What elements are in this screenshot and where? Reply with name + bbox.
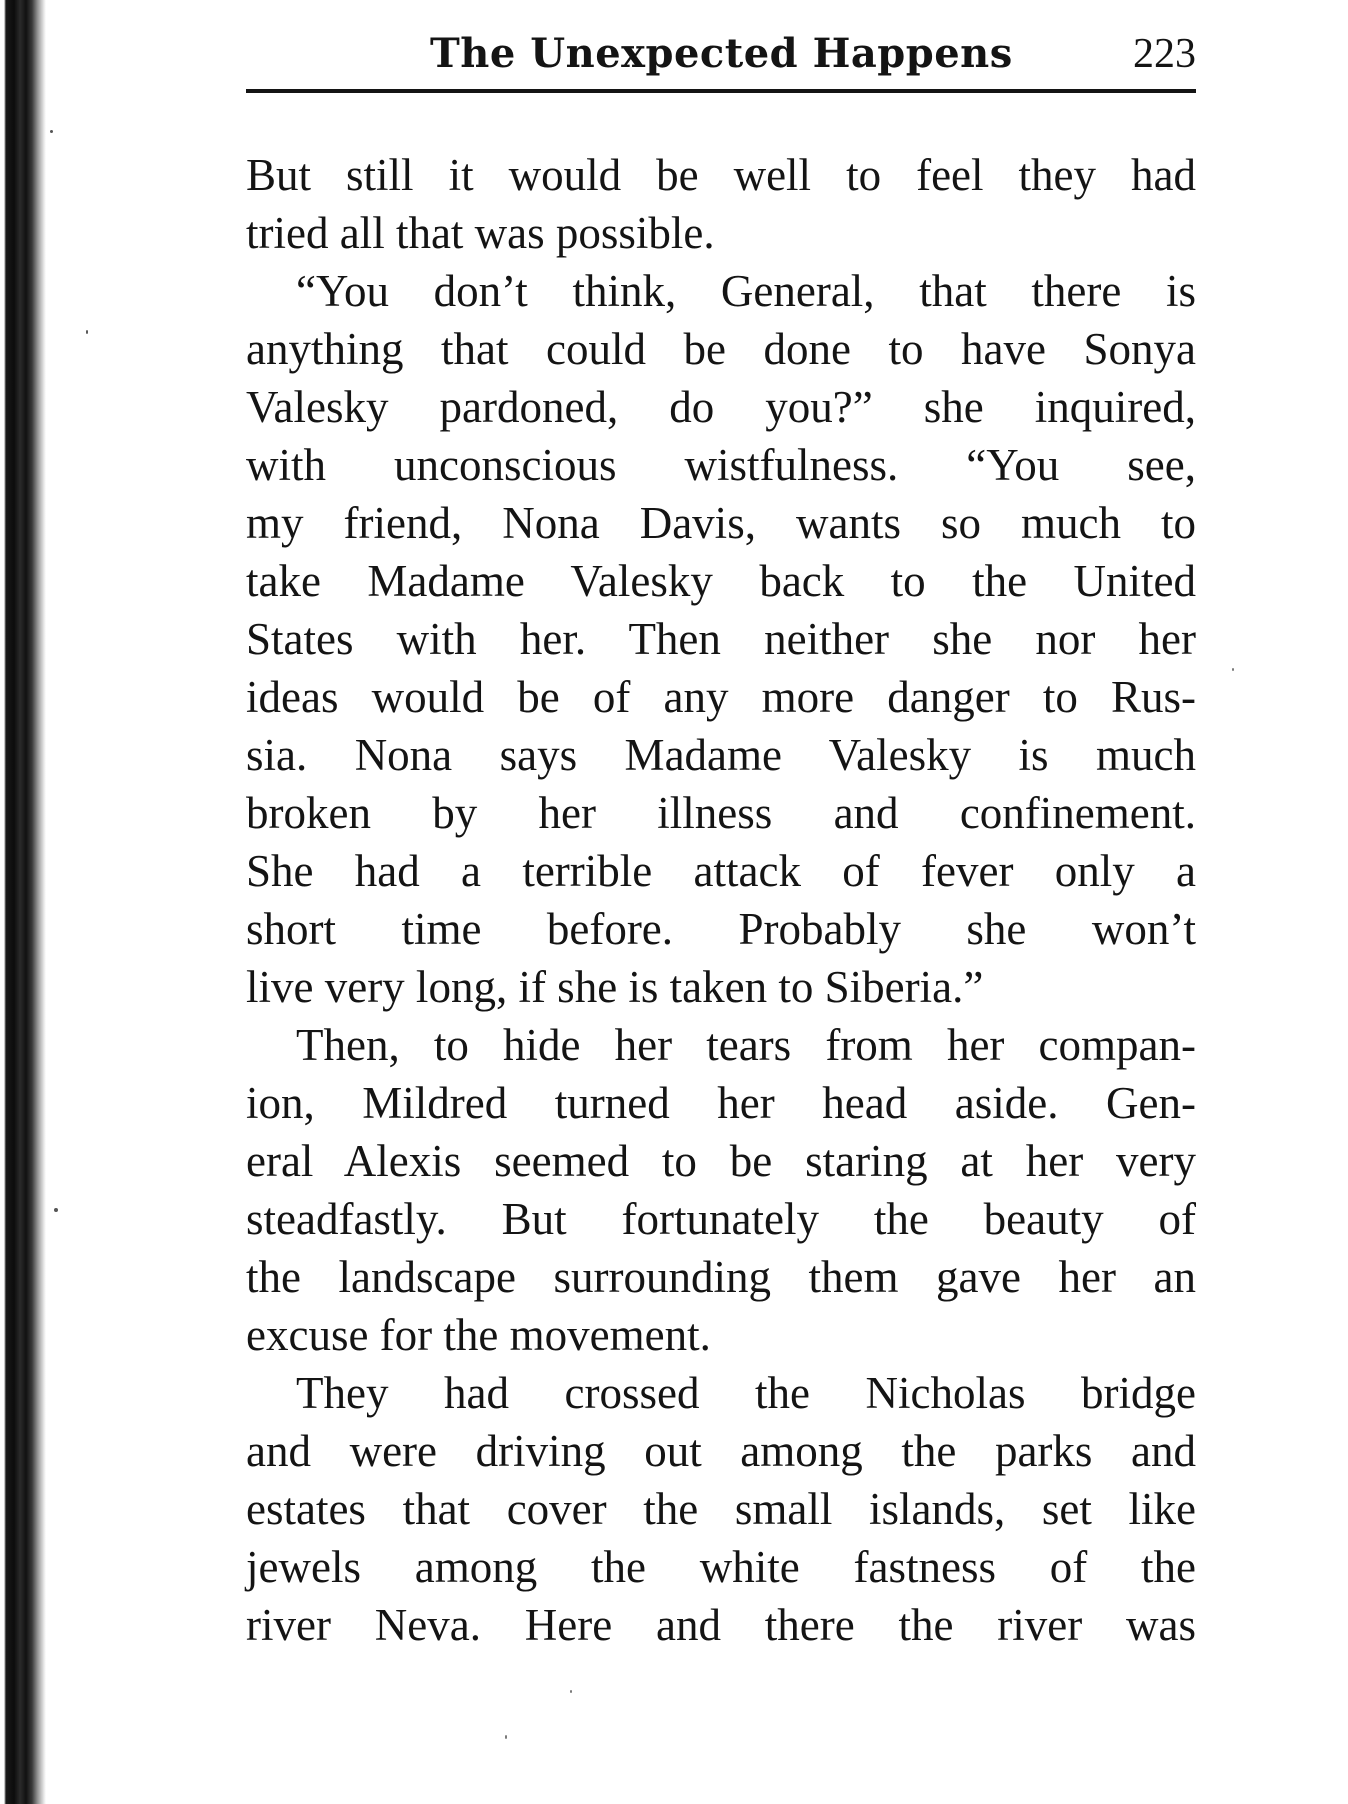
text-line: excuse for the movement. [246, 1310, 711, 1360]
text-line: But still it would be well to feel they had [246, 150, 1196, 200]
text-line: ideas would be of any more danger to Rus- [246, 672, 1196, 722]
text-line: the landscape surrounding them gave her an [246, 1252, 1196, 1302]
text-line: Then, to hide her tears from her compan- [296, 1020, 1196, 1070]
text-line: States with her. Then neither she nor her [246, 614, 1196, 664]
text-line: “You don’t think, General, that there is [296, 266, 1196, 316]
running-header [246, 28, 1196, 92]
text-line: my friend, Nona Davis, wants so much to [246, 498, 1196, 548]
book-binding-edge [0, 0, 46, 1804]
text-line: steadfastly. But fortunately the beauty of [246, 1194, 1196, 1244]
text-line: jewels among the white fastness of the [246, 1542, 1196, 1592]
header-rule [246, 89, 1196, 93]
running-title: The Unexpected Happens [430, 30, 1013, 77]
text-line: broken by her illness and confinement. [246, 788, 1196, 838]
text-line: and were driving out among the parks and [246, 1426, 1196, 1476]
text-line: take Madame Valesky back to the United [246, 556, 1196, 606]
text-line: She had a terrible attack of fever only a [246, 846, 1196, 896]
text-line: Valesky pardoned, do you?” she inquired, [246, 382, 1196, 432]
binding-fleck [50, 130, 53, 133]
text-line: river Neva. Here and there the river was [246, 1600, 1196, 1650]
text-line: estates that cover the small islands, set like [246, 1484, 1196, 1534]
text-line: eral Alexis seemed to be staring at her very [246, 1136, 1196, 1186]
binding-fleck [86, 330, 88, 334]
text-line: short time before. Probably she won’t [246, 904, 1196, 954]
page-number: 223 [1133, 31, 1196, 77]
text-line: ion, Mildred turned her head aside. Gen- [246, 1078, 1196, 1128]
body-text [246, 146, 1196, 1654]
binding-fleck [54, 1208, 58, 1212]
scan-speck [1232, 668, 1234, 671]
text-line: anything that could be done to have Sonya [246, 324, 1196, 374]
text-line: live very long, if she is taken to Siberia.” [246, 962, 984, 1012]
text-line: sia. Nona says Madame Valesky is much [246, 730, 1196, 780]
scan-speck [570, 1690, 572, 1693]
text-line: tried all that was possible. [246, 208, 715, 258]
text-line: with unconscious wistfulness. “You see, [246, 440, 1196, 490]
text-line: They had crossed the Nicholas bridge [296, 1368, 1196, 1418]
scan-speck [505, 1735, 507, 1739]
